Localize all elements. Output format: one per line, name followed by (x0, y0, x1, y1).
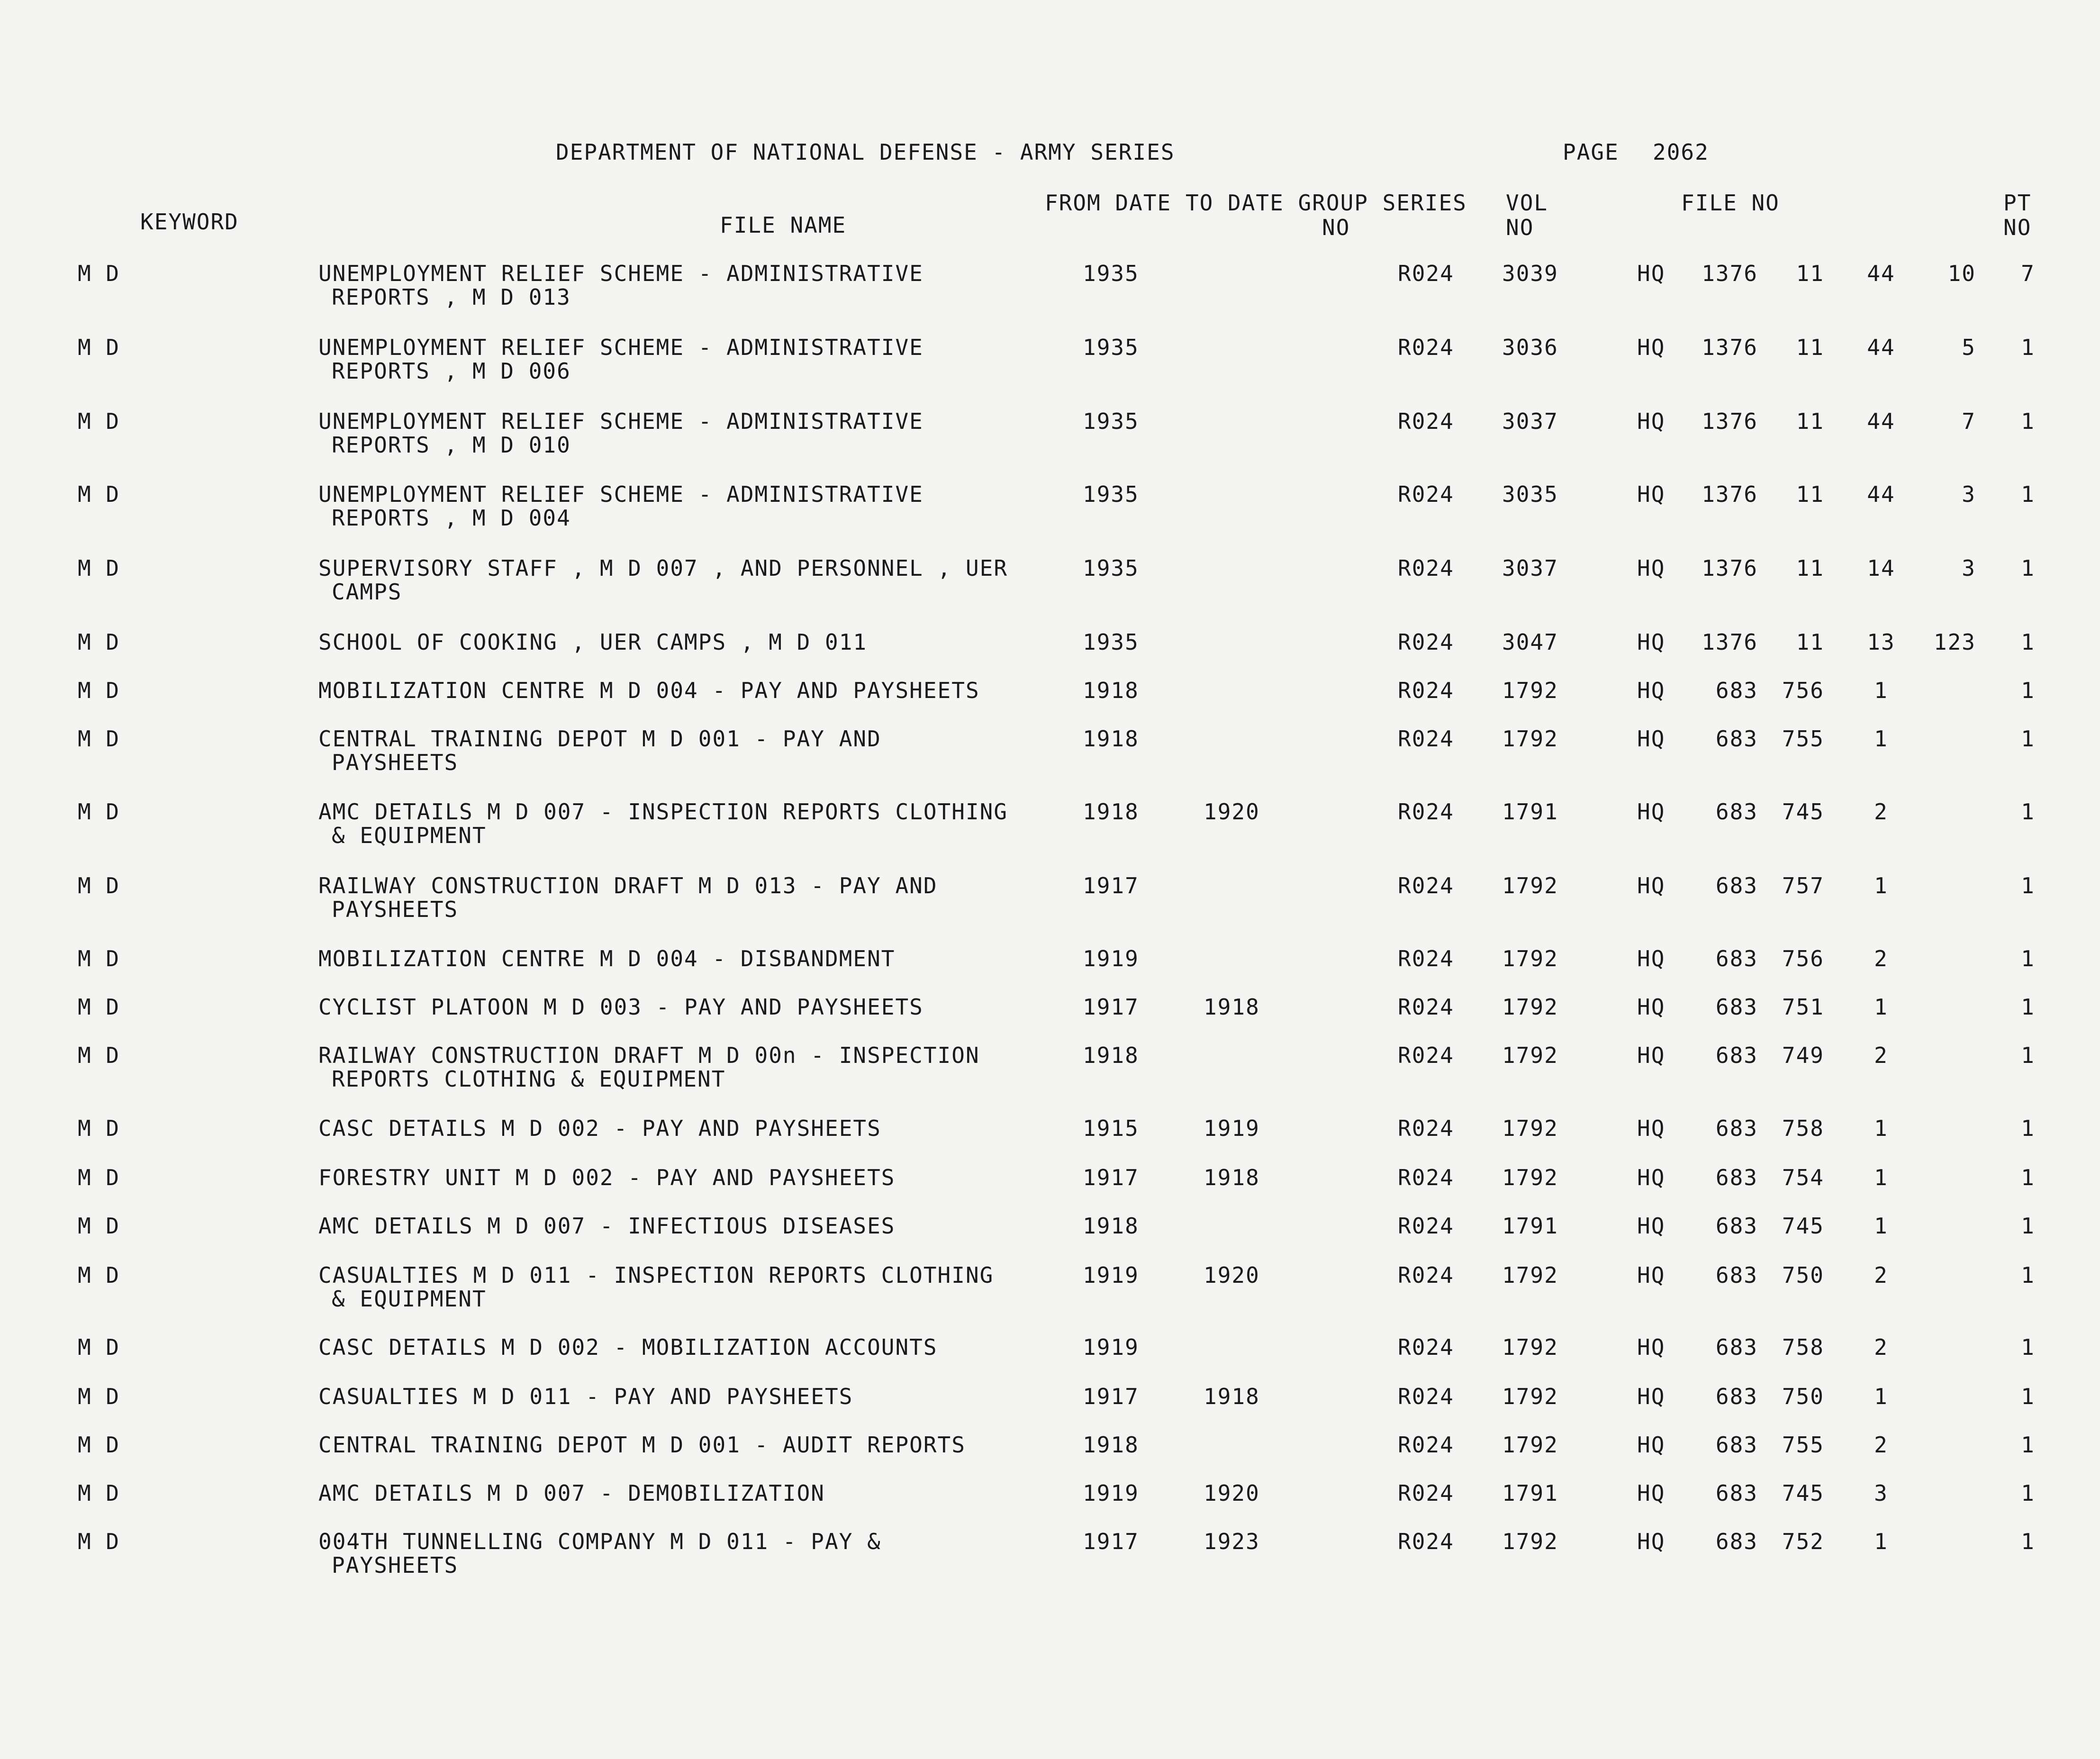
file-no-prefix-cell: HQ (1637, 629, 1666, 655)
from-date-cell: 1915 (1083, 1115, 1139, 1141)
series-cell: R024 (1398, 1213, 1454, 1239)
from-date-cell: 1918 (1083, 1213, 1139, 1239)
file-name-line: CASC DETAILS M D 002 - MOBILIZATION ACCOUNTS (318, 1334, 938, 1360)
file-no-part-2-cell: 756 (1782, 946, 1824, 971)
file-no-prefix-cell: HQ (1637, 1043, 1666, 1068)
file-no-part-1-cell: 1376 (1702, 555, 1758, 581)
from-date-cell: 1918 (1083, 726, 1139, 752)
file-no-prefix-cell: HQ (1637, 1334, 1666, 1360)
keyword-cell: M D (78, 1165, 120, 1190)
file-no-prefix-cell: HQ (1637, 1529, 1666, 1554)
file-name-continuation: REPORTS , M D 004 (332, 505, 571, 531)
file-no-part-1-cell: 1376 (1702, 261, 1758, 286)
keyword-cell: M D (78, 1115, 120, 1141)
series-cell: R024 (1398, 726, 1454, 752)
to-date-cell: 1918 (1204, 994, 1260, 1020)
file-no-prefix-cell: HQ (1637, 481, 1666, 507)
series-cell: R024 (1398, 408, 1454, 434)
file-no-part-2-cell: 745 (1782, 1480, 1824, 1506)
vol-no-cell: 1792 (1502, 1432, 1558, 1458)
file-no-prefix-cell: HQ (1637, 335, 1666, 360)
series-cell: R024 (1398, 1334, 1454, 1360)
from-date-cell: 1919 (1083, 1334, 1139, 1360)
file-no-part-2-cell: 751 (1782, 994, 1824, 1020)
file-no-part-3-cell: 13 (1867, 629, 1895, 655)
vol-no-cell: 1792 (1502, 1165, 1558, 1190)
file-no-part-3-cell: 2 (1874, 1334, 1888, 1360)
from-date-cell: 1917 (1083, 1529, 1139, 1554)
file-name-line: CASUALTIES M D 011 - INSPECTION REPORTS CLOTHING (318, 1262, 994, 1288)
keyword-cell: M D (78, 946, 120, 971)
vol-no-cell: 1791 (1502, 1213, 1558, 1239)
to-date-cell: 1918 (1204, 1165, 1260, 1190)
file-no-part-1-cell: 683 (1715, 1262, 1758, 1288)
file-no-part-3-cell: 44 (1867, 408, 1895, 434)
vol-no-cell: 3035 (1502, 481, 1558, 507)
from-date-cell: 1919 (1083, 946, 1139, 971)
file-name-line: CENTRAL TRAINING DEPOT M D 001 - PAY AND (318, 726, 881, 752)
vol-no-cell: 1792 (1502, 1043, 1558, 1068)
pt-no-cell: 1 (2021, 1432, 2035, 1458)
file-name-continuation: REPORTS CLOTHING & EQUIPMENT (332, 1066, 726, 1092)
to-date-cell: 1923 (1204, 1529, 1260, 1554)
file-no-prefix-cell: HQ (1637, 408, 1666, 434)
file-no-part-1-cell: 1376 (1702, 629, 1758, 655)
file-name-line: AMC DETAILS M D 007 - INFECTIOUS DISEASES (318, 1213, 896, 1239)
file-no-part-2-cell: 749 (1782, 1043, 1824, 1068)
file-no-part-3-cell: 1 (1874, 726, 1888, 752)
keyword-cell: M D (78, 555, 120, 581)
keyword-cell: M D (78, 261, 120, 286)
keyword-cell: M D (78, 994, 120, 1020)
column-header-file-name: FILE NAME (720, 212, 847, 238)
file-name-line: AMC DETAILS M D 007 - DEMOBILIZATION (318, 1480, 825, 1506)
file-no-prefix-cell: HQ (1637, 873, 1666, 898)
file-name-line: MOBILIZATION CENTRE M D 004 - DISBANDMENT (318, 946, 896, 971)
from-date-cell: 1919 (1083, 1480, 1139, 1506)
pt-no-cell: 1 (2021, 1384, 2035, 1409)
vol-no-cell: 1792 (1502, 1384, 1558, 1409)
file-name-line: RAILWAY CONSTRUCTION DRAFT M D 00n - INSPECTION (318, 1043, 980, 1068)
from-date-cell: 1917 (1083, 1384, 1139, 1409)
file-no-prefix-cell: HQ (1637, 678, 1666, 703)
file-no-part-2-cell: 745 (1782, 799, 1824, 825)
file-name-continuation: REPORTS , M D 013 (332, 284, 571, 310)
keyword-cell: M D (78, 1432, 120, 1458)
file-no-part-1-cell: 683 (1715, 1043, 1758, 1068)
keyword-cell: M D (78, 1262, 120, 1288)
file-no-part-4-cell: 3 (1962, 555, 1976, 581)
page-number: 2062 (1653, 139, 1709, 165)
series-cell: R024 (1398, 1165, 1454, 1190)
series-cell: R024 (1398, 1262, 1454, 1288)
keyword-cell: M D (78, 873, 120, 898)
vol-no-cell: 3047 (1502, 629, 1558, 655)
file-no-prefix-cell: HQ (1637, 1213, 1666, 1239)
file-no-part-2-cell: 11 (1796, 555, 1824, 581)
pt-no-cell: 1 (2021, 946, 2035, 971)
file-no-part-1-cell: 683 (1715, 1529, 1758, 1554)
file-no-part-1-cell: 683 (1715, 726, 1758, 752)
pt-no-cell: 1 (2021, 1043, 2035, 1068)
series-cell: R024 (1398, 481, 1454, 507)
series-cell: R024 (1398, 1115, 1454, 1141)
vol-no-cell: 1792 (1502, 994, 1558, 1020)
series-cell: R024 (1398, 261, 1454, 286)
file-no-part-1-cell: 683 (1715, 1213, 1758, 1239)
from-date-cell: 1917 (1083, 1165, 1139, 1190)
from-date-cell: 1935 (1083, 408, 1139, 434)
from-date-cell: 1935 (1083, 629, 1139, 655)
file-no-part-3-cell: 1 (1874, 678, 1888, 703)
file-name-line: CASC DETAILS M D 002 - PAY AND PAYSHEETS (318, 1115, 881, 1141)
file-no-part-4-cell: 7 (1962, 408, 1976, 434)
column-header-vol: VOL (1506, 190, 1548, 216)
series-cell: R024 (1398, 1043, 1454, 1068)
series-cell: R024 (1398, 946, 1454, 971)
file-no-prefix-cell: HQ (1637, 555, 1666, 581)
file-no-prefix-cell: HQ (1637, 1262, 1666, 1288)
file-name-continuation: & EQUIPMENT (332, 823, 487, 848)
file-no-part-3-cell: 1 (1874, 1213, 1888, 1239)
file-no-part-3-cell: 2 (1874, 1262, 1888, 1288)
keyword-cell: M D (78, 1480, 120, 1506)
file-no-part-4-cell: 123 (1933, 629, 1976, 655)
column-header-group-no: NO (1322, 215, 1350, 240)
file-no-part-2-cell: 755 (1782, 726, 1824, 752)
file-no-part-1-cell: 683 (1715, 873, 1758, 898)
from-date-cell: 1918 (1083, 678, 1139, 703)
file-no-part-2-cell: 752 (1782, 1529, 1824, 1554)
column-header-vol-no: NO (1506, 215, 1534, 240)
file-no-part-3-cell: 1 (1874, 1115, 1888, 1141)
vol-no-cell: 1792 (1502, 1115, 1558, 1141)
file-no-prefix-cell: HQ (1637, 1480, 1666, 1506)
vol-no-cell: 1792 (1502, 726, 1558, 752)
pt-no-cell: 1 (2021, 873, 2035, 898)
from-date-cell: 1918 (1083, 1043, 1139, 1068)
file-no-prefix-cell: HQ (1637, 1432, 1666, 1458)
vol-no-cell: 1792 (1502, 1529, 1558, 1554)
keyword-cell: M D (78, 1213, 120, 1239)
file-no-prefix-cell: HQ (1637, 1165, 1666, 1190)
file-no-part-1-cell: 1376 (1702, 408, 1758, 434)
pt-no-cell: 1 (2021, 1334, 2035, 1360)
file-no-part-4-cell: 5 (1962, 335, 1976, 360)
file-no-part-2-cell: 11 (1796, 261, 1824, 286)
pt-no-cell: 1 (2021, 629, 2035, 655)
column-header-file-no: FILE NO (1681, 190, 1780, 216)
file-no-part-3-cell: 44 (1867, 481, 1895, 507)
to-date-cell: 1919 (1204, 1115, 1260, 1141)
page-label: PAGE (1563, 139, 1619, 165)
file-name-continuation: REPORTS , M D 010 (332, 432, 571, 458)
series-cell: R024 (1398, 994, 1454, 1020)
file-no-part-3-cell: 1 (1874, 873, 1888, 898)
file-name-line: UNEMPLOYMENT RELIEF SCHEME - ADMINISTRATIVE (318, 481, 923, 507)
to-date-cell: 1920 (1204, 1262, 1260, 1288)
from-date-cell: 1918 (1083, 799, 1139, 825)
file-no-part-1-cell: 683 (1715, 1165, 1758, 1190)
file-no-part-2-cell: 11 (1796, 408, 1824, 434)
series-cell: R024 (1398, 799, 1454, 825)
keyword-cell: M D (78, 1384, 120, 1409)
pt-no-cell: 1 (2021, 994, 2035, 1020)
pt-no-cell: 1 (2021, 335, 2035, 360)
file-no-part-2-cell: 11 (1796, 335, 1824, 360)
file-no-prefix-cell: HQ (1637, 994, 1666, 1020)
file-name-line: FORESTRY UNIT M D 002 - PAY AND PAYSHEETS (318, 1165, 896, 1190)
vol-no-cell: 1791 (1502, 799, 1558, 825)
pt-no-cell: 1 (2021, 481, 2035, 507)
vol-no-cell: 1792 (1502, 873, 1558, 898)
vol-no-cell: 1792 (1502, 1262, 1558, 1288)
file-no-part-1-cell: 683 (1715, 799, 1758, 825)
file-no-part-3-cell: 44 (1867, 335, 1895, 360)
file-name-line: UNEMPLOYMENT RELIEF SCHEME - ADMINISTRATIVE (318, 408, 923, 434)
keyword-cell: M D (78, 481, 120, 507)
file-no-part-2-cell: 754 (1782, 1165, 1824, 1190)
pt-no-cell: 1 (2021, 1529, 2035, 1554)
pt-no-cell: 1 (2021, 1165, 2035, 1190)
file-no-part-1-cell: 683 (1715, 1384, 1758, 1409)
file-no-part-3-cell: 2 (1874, 1043, 1888, 1068)
keyword-cell: M D (78, 799, 120, 825)
file-name-line: RAILWAY CONSTRUCTION DRAFT M D 013 - PAY AND (318, 873, 938, 898)
file-no-part-2-cell: 11 (1796, 629, 1824, 655)
file-no-part-1-cell: 683 (1715, 946, 1758, 971)
column-header-dates-group-series: FROM DATE TO DATE GROUP SERIES (1045, 190, 1467, 216)
from-date-cell: 1935 (1083, 261, 1139, 286)
to-date-cell: 1920 (1204, 799, 1260, 825)
pt-no-cell: 1 (2021, 1213, 2035, 1239)
file-no-prefix-cell: HQ (1637, 726, 1666, 752)
pt-no-cell: 1 (2021, 1115, 2035, 1141)
file-no-part-3-cell: 1 (1874, 1529, 1888, 1554)
from-date-cell: 1935 (1083, 555, 1139, 581)
keyword-cell: M D (78, 1043, 120, 1068)
vol-no-cell: 3036 (1502, 335, 1558, 360)
column-header-pt-no: NO (2003, 215, 2032, 240)
file-no-part-1-cell: 683 (1715, 678, 1758, 703)
file-no-prefix-cell: HQ (1637, 946, 1666, 971)
to-date-cell: 1920 (1204, 1480, 1260, 1506)
file-no-part-3-cell: 1 (1874, 1165, 1888, 1190)
column-header-keyword: KEYWORD (140, 209, 239, 235)
from-date-cell: 1935 (1083, 481, 1139, 507)
file-no-part-1-cell: 683 (1715, 1480, 1758, 1506)
file-no-part-4-cell: 3 (1962, 481, 1976, 507)
series-cell: R024 (1398, 629, 1454, 655)
from-date-cell: 1935 (1083, 335, 1139, 360)
keyword-cell: M D (78, 678, 120, 703)
vol-no-cell: 3039 (1502, 261, 1558, 286)
file-name-line: SCHOOL OF COOKING , UER CAMPS , M D 011 (318, 629, 868, 655)
series-cell: R024 (1398, 1529, 1454, 1554)
to-date-cell: 1918 (1204, 1384, 1260, 1409)
file-no-part-2-cell: 750 (1782, 1262, 1824, 1288)
file-no-part-2-cell: 750 (1782, 1384, 1824, 1409)
column-header-pt: PT (2003, 190, 2032, 216)
from-date-cell: 1919 (1083, 1262, 1139, 1288)
series-cell: R024 (1398, 335, 1454, 360)
file-no-part-3-cell: 3 (1874, 1480, 1888, 1506)
vol-no-cell: 1792 (1502, 946, 1558, 971)
file-no-part-1-cell: 1376 (1702, 481, 1758, 507)
series-cell: R024 (1398, 1480, 1454, 1506)
file-name-line: CASUALTIES M D 011 - PAY AND PAYSHEETS (318, 1384, 853, 1409)
file-name-line: MOBILIZATION CENTRE M D 004 - PAY AND PAYSHEETS (318, 678, 980, 703)
file-no-prefix-cell: HQ (1637, 1384, 1666, 1409)
file-no-part-3-cell: 44 (1867, 261, 1895, 286)
file-name-continuation: PAYSHEETS (332, 1552, 459, 1578)
keyword-cell: M D (78, 1334, 120, 1360)
file-no-prefix-cell: HQ (1637, 261, 1666, 286)
pt-no-cell: 1 (2021, 799, 2035, 825)
file-no-part-2-cell: 758 (1782, 1334, 1824, 1360)
series-cell: R024 (1398, 678, 1454, 703)
from-date-cell: 1918 (1083, 1432, 1139, 1458)
vol-no-cell: 1792 (1502, 1334, 1558, 1360)
file-no-part-2-cell: 755 (1782, 1432, 1824, 1458)
file-no-part-3-cell: 2 (1874, 946, 1888, 971)
file-name-continuation: REPORTS , M D 006 (332, 358, 571, 384)
series-cell: R024 (1398, 555, 1454, 581)
from-date-cell: 1917 (1083, 873, 1139, 898)
file-name-continuation: PAYSHEETS (332, 750, 459, 775)
file-no-part-3-cell: 14 (1867, 555, 1895, 581)
series-cell: R024 (1398, 1432, 1454, 1458)
keyword-cell: M D (78, 1529, 120, 1554)
file-name-line: UNEMPLOYMENT RELIEF SCHEME - ADMINISTRATIVE (318, 335, 923, 360)
file-no-part-1-cell: 683 (1715, 994, 1758, 1020)
pt-no-cell: 1 (2021, 408, 2035, 434)
vol-no-cell: 1792 (1502, 678, 1558, 703)
from-date-cell: 1917 (1083, 994, 1139, 1020)
file-no-part-2-cell: 758 (1782, 1115, 1824, 1141)
pt-no-cell: 1 (2021, 555, 2035, 581)
file-name-line: 004TH TUNNELLING COMPANY M D 011 - PAY & (318, 1529, 881, 1554)
pt-no-cell: 1 (2021, 678, 2035, 703)
file-no-part-1-cell: 1376 (1702, 335, 1758, 360)
pt-no-cell: 7 (2021, 261, 2035, 286)
file-no-part-1-cell: 683 (1715, 1115, 1758, 1141)
pt-no-cell: 1 (2021, 1262, 2035, 1288)
document-title: DEPARTMENT OF NATIONAL DEFENSE - ARMY SERIES (556, 139, 1175, 165)
file-no-part-2-cell: 11 (1796, 481, 1824, 507)
keyword-cell: M D (78, 726, 120, 752)
vol-no-cell: 1791 (1502, 1480, 1558, 1506)
file-no-part-2-cell: 756 (1782, 678, 1824, 703)
file-no-prefix-cell: HQ (1637, 799, 1666, 825)
file-no-part-3-cell: 1 (1874, 994, 1888, 1020)
pt-no-cell: 1 (2021, 726, 2035, 752)
file-no-part-1-cell: 683 (1715, 1334, 1758, 1360)
file-no-part-3-cell: 1 (1874, 1384, 1888, 1409)
file-name-continuation: PAYSHEETS (332, 897, 459, 922)
vol-no-cell: 3037 (1502, 408, 1558, 434)
file-name-line: AMC DETAILS M D 007 - INSPECTION REPORTS CLOTHING (318, 799, 1008, 825)
file-name-continuation: & EQUIPMENT (332, 1286, 487, 1312)
file-no-part-3-cell: 2 (1874, 799, 1888, 825)
pt-no-cell: 1 (2021, 1480, 2035, 1506)
file-name-line: CYCLIST PLATOON M D 003 - PAY AND PAYSHEETS (318, 994, 923, 1020)
file-name-line: UNEMPLOYMENT RELIEF SCHEME - ADMINISTRATIVE (318, 261, 923, 286)
file-no-part-2-cell: 745 (1782, 1213, 1824, 1239)
file-no-part-2-cell: 757 (1782, 873, 1824, 898)
vol-no-cell: 3037 (1502, 555, 1558, 581)
keyword-cell: M D (78, 335, 120, 360)
file-name-line: SUPERVISORY STAFF , M D 007 , AND PERSONNEL , UER (318, 555, 1008, 581)
keyword-cell: M D (78, 408, 120, 434)
file-name-continuation: CAMPS (332, 579, 402, 605)
keyword-cell: M D (78, 629, 120, 655)
series-cell: R024 (1398, 873, 1454, 898)
series-cell: R024 (1398, 1384, 1454, 1409)
file-no-part-1-cell: 683 (1715, 1432, 1758, 1458)
file-no-part-3-cell: 2 (1874, 1432, 1888, 1458)
file-no-part-4-cell: 10 (1947, 261, 1976, 286)
file-no-prefix-cell: HQ (1637, 1115, 1666, 1141)
file-name-line: CENTRAL TRAINING DEPOT M D 001 - AUDIT REPORTS (318, 1432, 966, 1458)
